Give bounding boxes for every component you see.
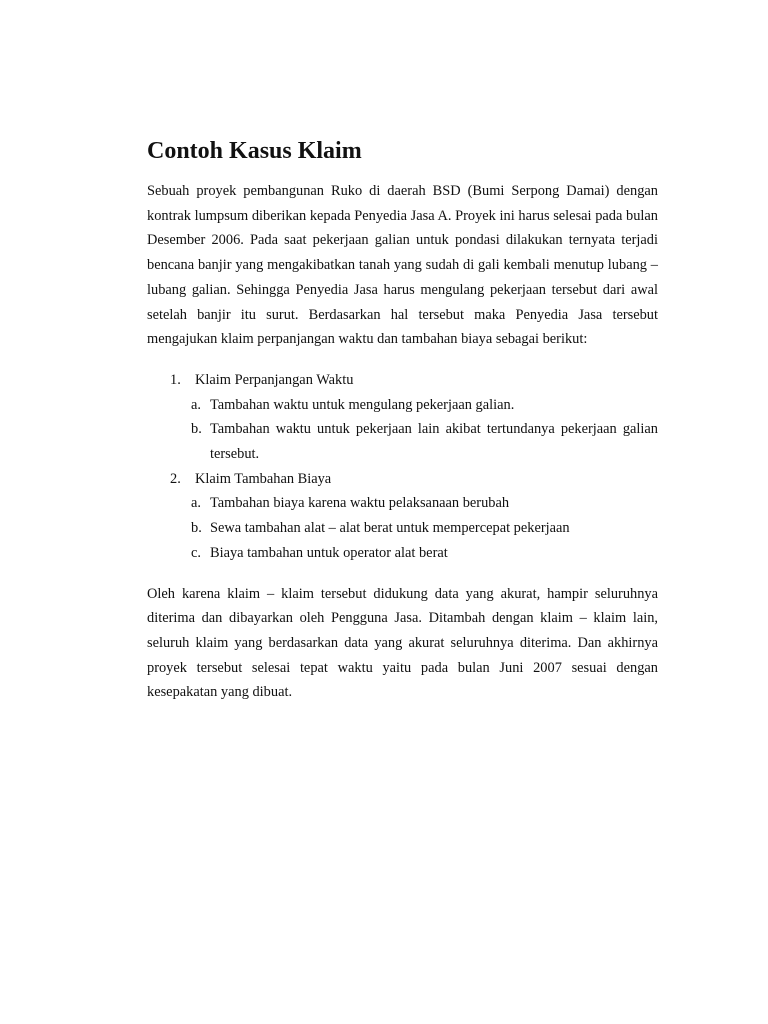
claim-subitem bbox=[147, 541, 658, 566]
claim-number: 2. bbox=[170, 470, 181, 487]
claim-number: 1. bbox=[170, 371, 181, 388]
claim-subitem bbox=[147, 516, 658, 541]
claim-label: Klaim Tambahan Biaya bbox=[195, 470, 332, 487]
claim-subitem-text: Sewa tambahan alat – alat berat untuk mempercepat pekerjaan bbox=[210, 520, 570, 537]
claim-subitem-letter: c. bbox=[191, 544, 201, 561]
claim-label: Klaim Perpanjangan Waktu bbox=[195, 371, 354, 388]
document-title: Contoh Kasus Klaim bbox=[147, 138, 362, 164]
claim-subitem-text: Tambahan waktu untuk pekerjaan lain akibat tertundanya pekerjaan galian tersebut. bbox=[210, 421, 658, 463]
intro-paragraph: Sebuah proyek pembangunan Ruko di daerah BSD (Bumi Serpong Damai) dengan kontrak lumpsum diberikan kepada Penyedia Jasa A. Proyek ini harus selesai pada bulan Desember 2006. Pada saat pekerjaan galian untuk pondasi dilakukan ternyata terjadi bencana banjir yang mengakibatkan tanah yang sudah di gali kembali menutup lubang – lubang galian. Sehingga Penyedia Jasa harus mengulang pekerjaan tersebut dari awal setelah banjir itu surut. Berdasarkan hal tersebut maka Penyedia Jasa tersebut mengajukan klaim perpanjangan waktu dan tambahan biaya sebagai berikut: bbox=[147, 183, 658, 348]
claim-subitem-letter: b. bbox=[191, 421, 202, 438]
conclusion-paragraph: Oleh karena klaim – klaim tersebut didukung data yang akurat, hampir seluruhnya diterima dan dibayarkan oleh Pengguna Jasa. Ditambah dengan klaim – klaim lain, seluruh klaim yang berdasarkan data yang akurat seluruhnya diterima. Dan akhirnya proyek tersebut selesai tepat waktu yaitu pada bulan Juni 2007 sesuai dengan kesepakatan yang dibuat. bbox=[147, 585, 658, 701]
claim-subitem-letter: a. bbox=[191, 396, 201, 413]
claim-subitem-text: Biaya tambahan untuk operator alat berat bbox=[210, 544, 448, 561]
claim-subitem-text: Tambahan waktu untuk mengulang pekerjaan galian. bbox=[210, 396, 515, 413]
claim-subitem bbox=[147, 491, 658, 516]
claim-subitem-text: Tambahan biaya karena waktu pelaksanaan berubah bbox=[210, 495, 510, 512]
claim-subitem bbox=[147, 417, 658, 466]
claim-item-time-extension bbox=[147, 368, 658, 393]
claim-subitem bbox=[147, 393, 658, 418]
document-page bbox=[147, 136, 658, 705]
claim-subitem-letter: a. bbox=[191, 495, 201, 512]
claim-item-additional-cost bbox=[147, 467, 658, 492]
claims-list bbox=[147, 368, 658, 566]
claim-subitem-letter: b. bbox=[191, 520, 202, 537]
